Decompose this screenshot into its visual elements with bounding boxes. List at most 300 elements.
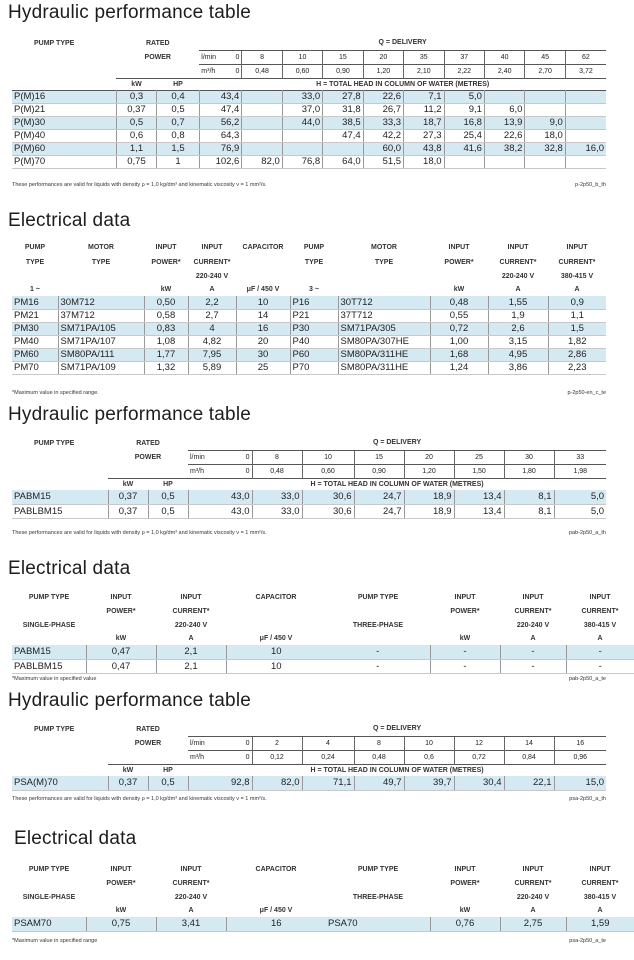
lmin-unit: l/min 0 [188, 736, 252, 750]
m3h-value: 0,6 [404, 750, 454, 764]
table-row [12, 504, 606, 518]
table-cell: P60 [290, 348, 338, 361]
table-cell: 10 [236, 296, 290, 309]
table-cell: 1,59 [566, 917, 634, 931]
table-cell: 4,82 [188, 335, 236, 348]
lmin-value: 62 [565, 50, 606, 64]
table-cell: 4 [188, 322, 236, 335]
table-cell [565, 90, 606, 103]
table-cell [565, 103, 606, 116]
table-cell: 16,0 [565, 142, 606, 155]
phase-header: 3 ~ [309, 286, 319, 293]
pump-type-header: PUMP TYPE [357, 865, 399, 873]
table-cell: 30,6 [302, 490, 354, 504]
hp-header: HP [148, 764, 188, 776]
electrical-table-2 [12, 590, 634, 674]
pump-type-header: PUMP TYPE [34, 39, 75, 47]
input-header: INPUT [110, 593, 132, 601]
lmin-value: 4 [302, 736, 354, 750]
electrical-table-3 [12, 862, 634, 932]
lmin-value: 30 [504, 450, 554, 464]
amp-header: A [188, 907, 194, 914]
table-row [12, 142, 606, 155]
table-code: p-2p50-en_c_te [567, 390, 606, 396]
table-cell: 20 [236, 335, 290, 348]
table-cell: 13,9 [484, 116, 524, 129]
lmin-value: 8 [252, 450, 302, 464]
lmin-value: 10 [302, 450, 354, 464]
voltage-header: 380-415 V [583, 621, 617, 629]
type-header: TYPE [91, 258, 111, 266]
power-header: POWER [134, 739, 162, 747]
table-row [12, 348, 606, 361]
electrical-section-3 [0, 828, 619, 944]
table-cell: 14 [236, 309, 290, 322]
table-cell: SM71PA/109 [58, 361, 144, 374]
table-cell: 0,5 [116, 116, 156, 129]
uf-header: μF / 450 V [246, 286, 280, 293]
section-title: Hydraulic performance table [8, 2, 252, 23]
kw-header: kW [116, 78, 156, 90]
table-cell: 0,47 [86, 659, 156, 673]
table-cell: 1,9 [488, 309, 548, 322]
kw-header: kW [115, 635, 127, 642]
table-cell: 47,4 [323, 129, 363, 142]
table-row [12, 309, 606, 322]
lmin-value: 33 [554, 450, 606, 464]
footnote: *Maximum value in specified range [12, 938, 98, 944]
table-row [12, 103, 606, 116]
table-cell: 16,8 [444, 116, 484, 129]
table-cell: 8,1 [504, 490, 554, 504]
table-cell: 22,6 [363, 90, 403, 103]
table-cell: 5,89 [188, 361, 236, 374]
voltage-header: 380-415 V [583, 893, 617, 901]
current-header: CURRENT* [581, 879, 619, 887]
m3h-value: 0,60 [282, 64, 322, 78]
table-cell: 1,77 [144, 348, 188, 361]
current-header: CURRENT* [514, 879, 552, 887]
table-cell: 1,08 [144, 335, 188, 348]
table-cell: 33,0 [252, 504, 302, 518]
current-header: CURRENT* [193, 258, 231, 266]
table-cell: 30,4 [454, 776, 504, 790]
section-title: Electrical data [8, 210, 131, 231]
table-cell: PM30 [12, 322, 58, 335]
table-cell: 32,8 [525, 142, 565, 155]
lmin-value: 45 [525, 50, 565, 64]
table-cell: 49,7 [354, 776, 404, 790]
table-cell: P16 [290, 296, 338, 309]
table-cell: 5,0 [554, 490, 606, 504]
table-row [12, 129, 606, 142]
lmin-value: 40 [484, 50, 524, 64]
table-row [12, 90, 606, 103]
table-cell: PSAM70 [12, 917, 86, 931]
table-cell: 1,1 [548, 309, 606, 322]
table-cell: 71,1 [302, 776, 354, 790]
table-cell [242, 90, 282, 103]
section-title: Hydraulic performance table [8, 404, 252, 425]
table-cell: 0,37 [108, 776, 148, 790]
table-cell: 6,0 [484, 103, 524, 116]
electrical-section-2 [0, 558, 619, 682]
table-cell: 33,0 [282, 90, 322, 103]
table-cell: 44,0 [282, 116, 322, 129]
table-cell: 3,86 [488, 361, 548, 374]
table-cell: 11,2 [404, 103, 444, 116]
power-header: POWER* [151, 258, 181, 266]
pump-type-header: PUMP TYPE [357, 593, 399, 601]
current-header: CURRENT* [514, 607, 552, 615]
table-cell: 2,1 [156, 659, 226, 673]
table-cell: PABM15 [12, 645, 86, 659]
kw-header: kW [115, 907, 127, 914]
table-cell: 7,95 [188, 348, 236, 361]
table-cell: 0,8 [157, 129, 200, 142]
table-cell: 15,0 [554, 776, 606, 790]
table-cell: 0,75 [86, 917, 156, 931]
input-header: INPUT [155, 244, 177, 251]
table-cell: 1,00 [430, 335, 488, 348]
table-cell: 0,5 [157, 103, 200, 116]
power-header: POWER* [450, 607, 480, 615]
table-cell: 0,83 [144, 322, 188, 335]
table-cell: 13,4 [454, 504, 504, 518]
m3h-unit: m³/h 0 [188, 464, 252, 478]
three-phase-header: THREE-PHASE [352, 621, 404, 629]
table-cell: PM70 [12, 361, 58, 374]
input-header: INPUT [507, 244, 529, 251]
voltage-header: 220-240 V [174, 621, 208, 629]
power-header: POWER* [106, 879, 136, 887]
table-cell: 18,0 [404, 155, 444, 168]
table-cell: 2,75 [500, 917, 566, 931]
amp-header: A [209, 286, 215, 293]
table-row [12, 296, 606, 309]
table-cell: 43,0 [188, 490, 252, 504]
kw-header: kW [108, 478, 148, 490]
table-cell: 1,55 [488, 296, 548, 309]
table-row [12, 645, 634, 659]
m3h-value: 1,98 [554, 464, 606, 478]
table-cell: 0,37 [108, 504, 148, 518]
input-header: INPUT [110, 865, 132, 873]
phase-header: 1 ~ [30, 286, 40, 293]
hydraulic-table-3 [12, 722, 606, 791]
m3h-value: 0,48 [242, 64, 282, 78]
table-cell: 0,72 [430, 322, 488, 335]
lmin-value: 37 [444, 50, 484, 64]
power-header: POWER* [106, 607, 136, 615]
m3h-value: 0,90 [323, 64, 363, 78]
current-header: CURRENT* [499, 258, 537, 266]
voltage-header: 380-415 V [560, 272, 594, 280]
table-cell: 16 [236, 322, 290, 335]
lmin-value: 25 [454, 450, 504, 464]
single-phase-header: SINGLE-PHASE [22, 893, 76, 901]
table-cell: 0,9 [548, 296, 606, 309]
table-cell: 16 [226, 917, 326, 931]
table-cell [444, 155, 484, 168]
m3h-value: 0,84 [504, 750, 554, 764]
electrical-table-1 [12, 240, 606, 375]
kw-header: kW [459, 907, 471, 914]
table-cell: PABLBM15 [12, 504, 108, 518]
m3h-value: 0,48 [252, 464, 302, 478]
table-cell [242, 116, 282, 129]
table-cell: 25,4 [444, 129, 484, 142]
table-cell [242, 103, 282, 116]
table-row [12, 116, 606, 129]
table-cell: 0,6 [116, 129, 156, 142]
table-cell: 1,82 [548, 335, 606, 348]
table-cell: 9,0 [525, 116, 565, 129]
pump-type-header: PUMP TYPE [34, 439, 75, 447]
rated-header: RATED [136, 725, 160, 733]
table-cell: 25 [236, 361, 290, 374]
table-cell: P(M)60 [12, 142, 116, 155]
input-header: INPUT [589, 593, 611, 601]
table-cell: 27,8 [323, 90, 363, 103]
kw-header: kW [160, 286, 172, 293]
section-title: Hydraulic performance table [8, 690, 252, 711]
table-cell: 64,3 [199, 129, 242, 142]
m3h-unit: m³/h 0 [199, 64, 242, 78]
lmin-value: 8 [242, 50, 282, 64]
footnote: *Maximum value in specified range. [12, 390, 99, 396]
table-code: pab-2p50_a_th [568, 530, 606, 536]
table-cell: 42,2 [363, 129, 403, 142]
table-cell: 24,7 [354, 504, 404, 518]
head-header: H = TOTAL HEAD IN COLUMN OF WATER (METRES) [188, 764, 606, 776]
input-header: INPUT [201, 244, 223, 251]
table-row [12, 659, 634, 673]
electrical-section-1 [0, 210, 614, 396]
amp-header: A [515, 286, 521, 293]
m3h-value: 2,40 [484, 64, 524, 78]
table-cell: P70 [290, 361, 338, 374]
m3h-value: 0,60 [302, 464, 354, 478]
m3h-value: 0,72 [454, 750, 504, 764]
table-cell: 0,76 [430, 917, 500, 931]
rated-header: RATED [145, 39, 170, 47]
table-cell [484, 90, 524, 103]
hydraulic-section-2 [0, 404, 614, 536]
table-cell: - [326, 645, 430, 659]
table-cell [484, 155, 524, 168]
table-cell: 2,23 [548, 361, 606, 374]
table-cell: - [500, 645, 566, 659]
table-cell: 1 [157, 155, 200, 168]
lmin-unit: l/min 0 [188, 450, 252, 464]
table-cell: 37T712 [338, 309, 430, 322]
section-title: Electrical data [14, 828, 137, 849]
pump-type-header: PUMP TYPE [34, 725, 75, 733]
table-cell: 7,1 [404, 90, 444, 103]
capacitor-header: CAPACITOR [242, 244, 284, 251]
amp-header: A [530, 635, 536, 642]
pump-header: PUMP [303, 244, 325, 251]
table-cell: 33,0 [252, 490, 302, 504]
table-cell [242, 142, 282, 155]
amp-header: A [597, 635, 603, 642]
table-cell: 31,8 [323, 103, 363, 116]
table-cell: 0,3 [116, 90, 156, 103]
table-cell: 82,0 [242, 155, 282, 168]
table-cell: PSA(M)70 [12, 776, 108, 790]
power-header: POWER [144, 53, 171, 61]
table-cell: 30 [236, 348, 290, 361]
table-cell: - [566, 659, 634, 673]
table-cell [525, 155, 565, 168]
table-cell: 0,5 [148, 776, 188, 790]
table-cell: 24,7 [354, 490, 404, 504]
table-cell: SM71PA/305 [338, 322, 430, 335]
table-cell: - [430, 645, 500, 659]
table-cell [525, 90, 565, 103]
table-cell: PM40 [12, 335, 58, 348]
m3h-value: 2,10 [404, 64, 444, 78]
input-header: INPUT [454, 865, 476, 873]
footnote: These performances are valid for liquids with density ρ = 1,0 kg/dm³ and kinematic viscosity ν = 1 mm²/s. [12, 530, 267, 536]
table-cell: SM71PA/107 [58, 335, 144, 348]
capacitor-header: CAPACITOR [255, 865, 297, 873]
table-cell: 2,1 [156, 645, 226, 659]
table-cell: 10 [226, 659, 326, 673]
m3h-value: 0,24 [302, 750, 354, 764]
table-cell: 38,5 [323, 116, 363, 129]
table-cell: PSA70 [326, 917, 430, 931]
lmin-value: 15 [354, 450, 404, 464]
table-cell: P(M)30 [12, 116, 116, 129]
lmin-value: 15 [323, 50, 363, 64]
table-row [12, 776, 606, 790]
table-cell: 0,58 [144, 309, 188, 322]
lmin-value: 12 [454, 736, 504, 750]
input-header: INPUT [589, 865, 611, 873]
kw-header: kW [108, 764, 148, 776]
current-header: CURRENT* [172, 607, 210, 615]
capacitor-header: CAPACITOR [255, 593, 297, 601]
section-title: Electrical data [8, 558, 131, 579]
amp-header: A [597, 907, 603, 914]
amp-header: A [530, 907, 536, 914]
input-header: INPUT [454, 593, 476, 601]
table-cell: 10 [226, 645, 326, 659]
head-header: H = TOTAL HEAD IN COLUMN OF WATER (METRES) [199, 78, 606, 90]
hp-header: HP [148, 478, 188, 490]
table-cell [565, 116, 606, 129]
table-cell: PABM15 [12, 490, 108, 504]
table-cell: 102,6 [199, 155, 242, 168]
table-cell: SM80PA/307HE [338, 335, 430, 348]
footnote: *Maximum value in specified value [12, 676, 97, 682]
table-row [12, 361, 606, 374]
voltage-header: 220-240 V [501, 272, 535, 280]
input-header: INPUT [522, 865, 544, 873]
table-cell: 37M712 [58, 309, 144, 322]
table-cell [242, 129, 282, 142]
table-cell: 22,6 [484, 129, 524, 142]
hydraulic-table-1 [12, 36, 606, 169]
m3h-value: 2,22 [444, 64, 484, 78]
table-cell: 0,75 [116, 155, 156, 168]
table-code: psa-2p50_a_th [569, 796, 606, 802]
table-cell: 2,6 [488, 322, 548, 335]
delivery-header: Q = DELIVERY [372, 439, 422, 447]
table-cell: - [566, 645, 634, 659]
table-cell: 5,0 [444, 90, 484, 103]
uf-header: μF / 450 V [259, 907, 293, 914]
table-cell: PM21 [12, 309, 58, 322]
table-cell: 51,5 [363, 155, 403, 168]
delivery-header: Q = DELIVERY [372, 725, 422, 733]
rated-header: RATED [136, 439, 160, 447]
table-cell: 0,37 [108, 490, 148, 504]
motor-header: MOTOR [371, 244, 397, 251]
m3h-value: 1,20 [404, 464, 454, 478]
table-cell: 0,37 [116, 103, 156, 116]
m3h-value: 3,72 [565, 64, 606, 78]
table-cell: 13,4 [454, 490, 504, 504]
lmin-value: 2 [252, 736, 302, 750]
table-cell: 76,8 [282, 155, 322, 168]
table-cell: 47,4 [199, 103, 242, 116]
table-cell: 0,50 [144, 296, 188, 309]
table-cell: SM71PA/105 [58, 322, 144, 335]
table-cell: PABLBM15 [12, 659, 86, 673]
table-cell: 26,7 [363, 103, 403, 116]
table-code: p-2p50_b_th [575, 182, 606, 188]
table-cell: 22,1 [504, 776, 554, 790]
table-cell: 0,7 [157, 116, 200, 129]
voltage-header: 220-240 V [516, 893, 550, 901]
table-cell: 8,1 [504, 504, 554, 518]
table-cell: 60,0 [363, 142, 403, 155]
table-cell: 82,0 [252, 776, 302, 790]
current-header: CURRENT* [581, 607, 619, 615]
power-header: POWER [134, 453, 162, 461]
hp-header: HP [157, 78, 200, 90]
table-cell: 18,0 [525, 129, 565, 142]
table-cell: 0,47 [86, 645, 156, 659]
m3h-value: 0,96 [554, 750, 606, 764]
table-cell: 2,2 [188, 296, 236, 309]
amp-header: A [188, 635, 194, 642]
table-cell: 64,0 [323, 155, 363, 168]
m3h-value: 1,80 [504, 464, 554, 478]
table-cell: P(M)70 [12, 155, 116, 168]
table-cell: 43,8 [404, 142, 444, 155]
table-cell: SM80PA/311HE [338, 361, 430, 374]
table-row [12, 917, 634, 931]
table-cell: 0,48 [430, 296, 488, 309]
hydraulic-section-1 [0, 2, 614, 188]
three-phase-header: THREE-PHASE [352, 893, 404, 901]
table-cell: 0,55 [430, 309, 488, 322]
hydraulic-section-3 [0, 690, 614, 802]
power-header: POWER* [444, 258, 474, 266]
table-cell: 39,7 [404, 776, 454, 790]
lmin-value: 8 [354, 736, 404, 750]
table-cell: 18,9 [404, 504, 454, 518]
kw-header: kW [453, 286, 465, 293]
lmin-value: 14 [504, 736, 554, 750]
power-header: POWER* [450, 879, 480, 887]
table-cell: SM80PA/311HE [338, 348, 430, 361]
type-header: TYPE [304, 258, 324, 266]
